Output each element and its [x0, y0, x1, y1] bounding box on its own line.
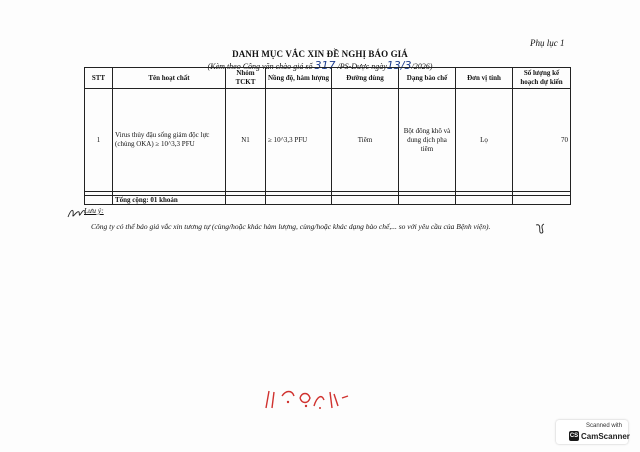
document-title: DANH MỤC VẮC XIN ĐỀ NGHỊ BÁO GIÁ — [232, 49, 408, 59]
camscanner-brand: CamScanner — [581, 432, 630, 441]
total-row — [85, 196, 571, 205]
appendix-label: Phụ lục 1 — [530, 38, 565, 48]
red-stamp-icon — [262, 386, 352, 412]
subtitle-prefix: (Kèm theo Công văn chào giá số — [207, 62, 313, 71]
cell-group: N1 — [226, 89, 266, 192]
note-label: Lưu ý: — [84, 206, 104, 215]
initial-signature-icon — [66, 206, 88, 220]
header-concentration: Nồng độ, hàm lượng — [266, 68, 332, 89]
subtitle-suffix: /2026) — [411, 62, 433, 71]
cell-stt: 1 — [85, 89, 113, 192]
header-stt: STT — [85, 68, 113, 89]
header-group: Nhóm TCKT — [226, 68, 266, 89]
table-header-row — [85, 68, 571, 89]
header-dosage-form: Dạng bào chế — [399, 68, 456, 89]
cell-unit: Lọ — [456, 89, 513, 192]
header-route: Đường dùng — [332, 68, 399, 89]
cell-dosage-form: Bột đông khô và dung dịch pha tiêm — [399, 89, 456, 192]
subtitle-mid: /PS-Dược ngày — [337, 62, 387, 71]
cell-route: Tiêm — [332, 89, 399, 192]
note-text: Công ty có thể báo giá vắc xin tương tự (cùng/hoặc khác hàm lượng, cùng/hoặc khác dạng bào chế,... so với yêu cầu của Bệnh viện). — [91, 222, 491, 231]
table-row — [85, 89, 571, 192]
vaccine-table — [84, 67, 571, 205]
cell-active-ingredient: Virus thủy đậu sống giảm độc lực (chủng OKA) ≥ 10^3,3 PFU — [113, 89, 226, 192]
end-signature-icon — [533, 222, 547, 236]
document-number: 317 — [314, 59, 336, 72]
header-quantity: Số lượng kế hoạch dự kiến — [513, 68, 571, 89]
header-active-ingredient: Tên hoạt chất — [113, 68, 226, 89]
document-date: 13/3 — [386, 59, 412, 72]
header-unit: Đơn vị tính — [456, 68, 513, 89]
camscanner-logo-icon: CS — [569, 433, 579, 439]
scanned-with-label: Scanned with — [586, 423, 623, 429]
total-label: Tổng cộng: 01 khoản — [113, 196, 226, 205]
cell-quantity: 70 — [513, 89, 571, 192]
cell-concentration: ≥ 10^3,3 PFU — [266, 89, 332, 192]
